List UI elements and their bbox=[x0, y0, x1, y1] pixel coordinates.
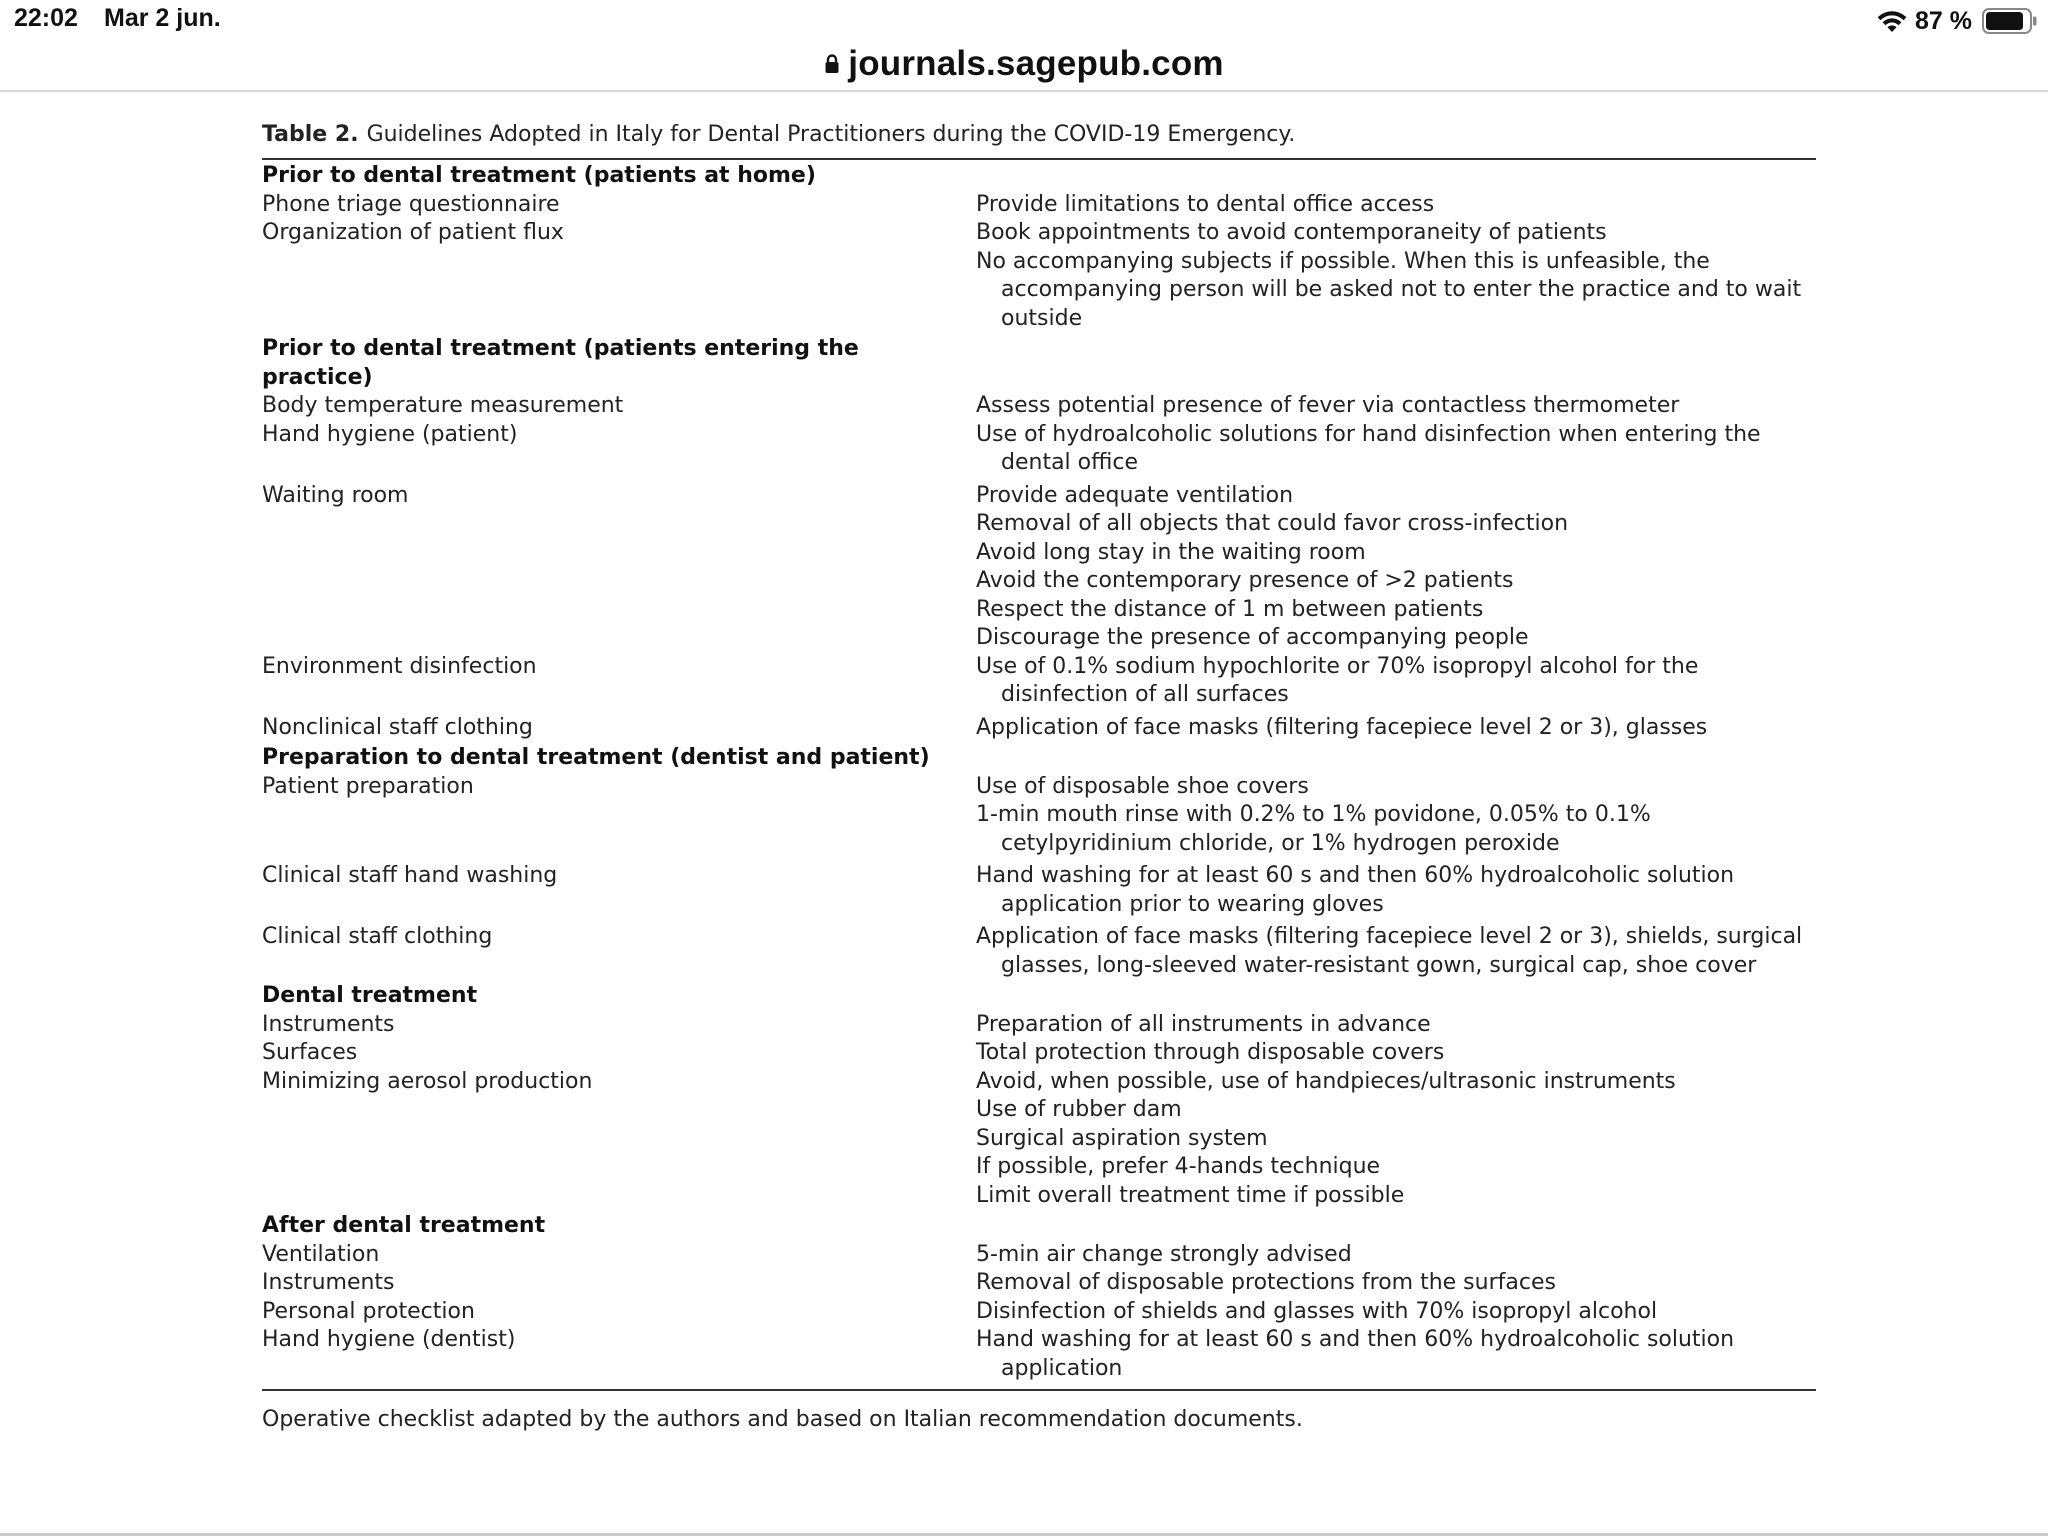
table-section-header bbox=[262, 1212, 1816, 1241]
address-bar[interactable] bbox=[0, 36, 2048, 92]
guideline-text: Use of 0.1% sodium hypochlorite or 70% isopropyl alcohol for the disinfection of all surfaces bbox=[976, 653, 1699, 707]
table-row bbox=[262, 1241, 1816, 1270]
table-document bbox=[262, 118, 1816, 1435]
row-guidelines bbox=[976, 1298, 1816, 1327]
row-guidelines bbox=[976, 714, 1816, 743]
lock-icon bbox=[824, 53, 840, 75]
table-row bbox=[262, 1326, 1816, 1383]
table-section-header bbox=[262, 335, 1816, 392]
table-row bbox=[262, 482, 1816, 653]
table-row bbox=[262, 1039, 1816, 1068]
table-row bbox=[262, 421, 1816, 478]
table-row bbox=[262, 219, 1816, 333]
section-title: Dental treatment bbox=[262, 983, 478, 1008]
url-text[interactable]: journals.sagepub.com bbox=[848, 44, 1224, 83]
row-guidelines bbox=[976, 421, 1816, 478]
guideline-text: Use of rubber dam bbox=[976, 1097, 1182, 1122]
row-label: Clinical staff clothing bbox=[262, 924, 493, 949]
guideline-text: Surgical aspiration system bbox=[976, 1125, 1268, 1151]
table-row bbox=[262, 923, 1816, 980]
guideline-text: Avoid long stay in the waiting room bbox=[976, 539, 1366, 565]
row-guidelines bbox=[976, 1011, 1816, 1040]
row-label: Instruments bbox=[262, 1270, 395, 1295]
table-row bbox=[262, 653, 1816, 710]
table-top-rule bbox=[262, 158, 1816, 160]
guideline-text: Removal of disposable protections from the surfaces bbox=[976, 1270, 1556, 1295]
guideline-text: Use of hydroalcoholic solutions for hand disinfection when entering the dental office bbox=[976, 421, 1761, 475]
table-row bbox=[262, 191, 1816, 220]
row-guidelines bbox=[976, 1326, 1816, 1383]
guideline-text: Hand washing for at least 60 s and then 60% hydroalcoholic solution application prior to wearing gloves bbox=[976, 863, 1735, 917]
guideline-text: Application of face masks (filtering facepiece level 2 or 3), shields, surgical glasses, long-sleeved water-resistant gown, surgical cap, shoe cover bbox=[976, 924, 1803, 978]
table-row bbox=[262, 1269, 1816, 1298]
row-guidelines bbox=[976, 653, 1816, 710]
row-guidelines bbox=[976, 862, 1816, 919]
row-label: Environment disinfection bbox=[262, 653, 537, 679]
table-row bbox=[262, 714, 1816, 743]
guideline-text: Use of disposable shoe covers bbox=[976, 773, 1309, 799]
guideline-text: Removal of all objects that could favor cross-infection bbox=[976, 511, 1569, 536]
guideline-text: Avoid the contemporary presence of >2 patients bbox=[976, 568, 1514, 593]
row-guidelines bbox=[976, 392, 1816, 421]
row-label: Minimizing aerosol production bbox=[262, 1068, 593, 1094]
row-label: Body temperature measurement bbox=[262, 393, 624, 418]
row-label: Nonclinical staff clothing bbox=[262, 714, 533, 740]
guideline-text: Respect the distance of 1 m between patients bbox=[976, 596, 1484, 622]
table-caption-text: Guidelines Adopted in Italy for Dental Practitioners during the COVID-19 Emergency. bbox=[366, 122, 1296, 147]
guideline-text: 1-min mouth rinse with 0.2% to 1% povidone, 0.05% to 0.1% cetylpyridinium chloride, or 1% hydrogen peroxide bbox=[976, 802, 1651, 856]
guideline-text: Disinfection of shields and glasses with 70% isopropyl alcohol bbox=[976, 1298, 1658, 1324]
row-label: Hand hygiene (dentist) bbox=[262, 1327, 516, 1352]
table-row bbox=[262, 862, 1816, 919]
table-row bbox=[262, 1068, 1816, 1211]
table-caption-label: Table 2. bbox=[262, 122, 359, 147]
table-bottom-rule bbox=[262, 1389, 1816, 1391]
table-section-header bbox=[262, 744, 1816, 773]
guideline-text: Provide adequate ventilation bbox=[976, 482, 1294, 508]
row-label: Personal protection bbox=[262, 1298, 475, 1324]
row-label: Phone triage questionnaire bbox=[262, 191, 560, 217]
table-row bbox=[262, 1298, 1816, 1327]
table-section-header bbox=[262, 982, 1816, 1011]
toolbar-divider bbox=[0, 90, 2048, 92]
table-row bbox=[262, 773, 1816, 859]
row-guidelines bbox=[976, 482, 1816, 653]
table-footnote: Operative checklist adapted by the authors and based on Italian recommendation documents. bbox=[262, 1407, 1303, 1432]
table-caption bbox=[262, 118, 1816, 152]
status-date: Mar 2 jun. bbox=[104, 4, 221, 32]
row-label: Surfaces bbox=[262, 1040, 358, 1065]
guideline-text: 5-min air change strongly advised bbox=[976, 1241, 1352, 1267]
status-indicators bbox=[1875, 4, 2038, 38]
status-bar bbox=[0, 0, 2048, 40]
row-guidelines bbox=[976, 1039, 1816, 1068]
table-body bbox=[262, 162, 1816, 1383]
guideline-text: Avoid, when possible, use of handpieces/ultrasonic instruments bbox=[976, 1068, 1676, 1094]
row-guidelines bbox=[976, 773, 1816, 859]
table-row bbox=[262, 392, 1816, 421]
row-label: Patient preparation bbox=[262, 773, 474, 799]
guideline-text: If possible, prefer 4-hands technique bbox=[976, 1154, 1381, 1179]
row-guidelines bbox=[976, 191, 1816, 220]
section-title: After dental treatment bbox=[262, 1213, 546, 1238]
table-row bbox=[262, 1011, 1816, 1040]
section-title: Prior to dental treatment (patients entering the practice) bbox=[262, 336, 859, 390]
section-title: Preparation to dental treatment (dentist and patient) bbox=[262, 745, 930, 770]
guideline-text: Application of face masks (filtering facepiece level 2 or 3), glasses bbox=[976, 714, 1708, 740]
guideline-text: Total protection through disposable covers bbox=[976, 1040, 1445, 1065]
row-label: Hand hygiene (patient) bbox=[262, 421, 518, 447]
row-label: Ventilation bbox=[262, 1241, 380, 1267]
row-guidelines bbox=[976, 219, 1816, 333]
row-label: Waiting room bbox=[262, 482, 409, 508]
battery-icon bbox=[1982, 7, 2038, 35]
row-label: Instruments bbox=[262, 1011, 395, 1037]
row-guidelines bbox=[976, 923, 1816, 980]
guideline-text: Provide limitations to dental office access bbox=[976, 191, 1435, 217]
guideline-text: No accompanying subjects if possible. When this is unfeasible, the accompanying person will be asked not to enter the practice and to wait outside bbox=[976, 248, 1802, 331]
guideline-text: Preparation of all instruments in advance bbox=[976, 1011, 1431, 1037]
row-label: Organization of patient flux bbox=[262, 220, 564, 245]
battery-percentage: 87 % bbox=[1915, 6, 1972, 35]
row-guidelines bbox=[976, 1241, 1816, 1270]
wifi-icon bbox=[1875, 8, 1909, 34]
table-section-header bbox=[262, 162, 1816, 191]
guideline-text: Book appointments to avoid contemporaneity of patients bbox=[976, 220, 1607, 245]
guideline-text: Discourage the presence of accompanying people bbox=[976, 625, 1529, 650]
section-title: Prior to dental treatment (patients at home) bbox=[262, 163, 816, 188]
guideline-text: Hand washing for at least 60 s and then 60% hydroalcoholic solution application bbox=[976, 1327, 1735, 1381]
status-time: 22:02 bbox=[14, 4, 78, 32]
guideline-text: Limit overall treatment time if possible bbox=[976, 1182, 1405, 1208]
row-guidelines bbox=[976, 1269, 1816, 1298]
guideline-text: Assess potential presence of fever via contactless thermometer bbox=[976, 393, 1680, 418]
row-label: Clinical staff hand washing bbox=[262, 863, 558, 888]
row-guidelines bbox=[976, 1068, 1816, 1211]
